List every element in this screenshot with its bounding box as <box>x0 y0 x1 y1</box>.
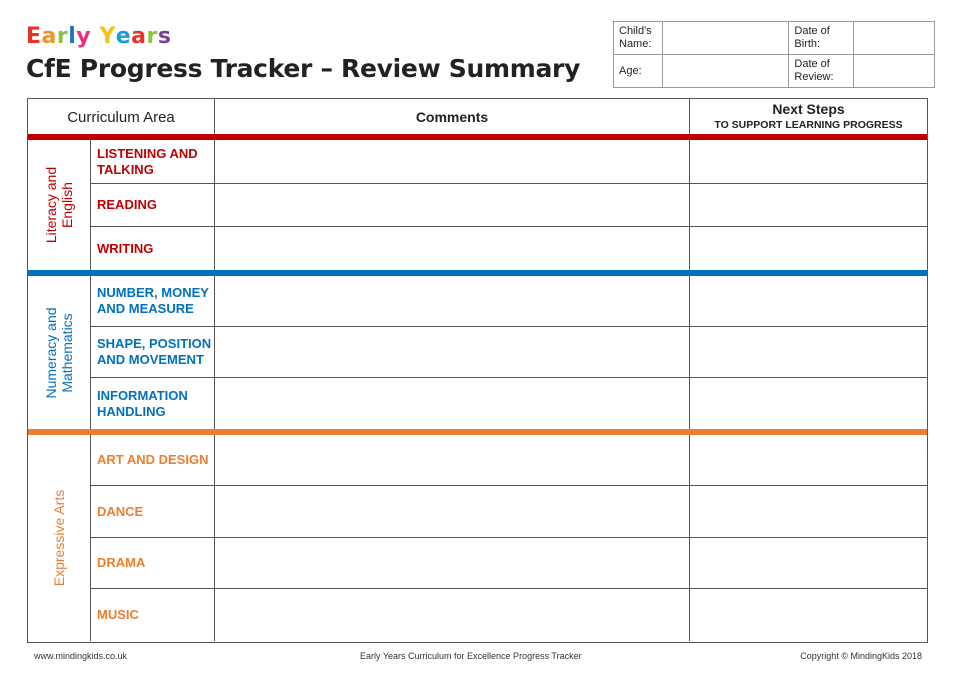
brand-letter: a <box>131 24 147 49</box>
brand-letter: r <box>56 24 69 49</box>
area-label: READING <box>91 184 215 226</box>
section-name: Expressive Arts <box>51 489 67 587</box>
footer-center: Early Years Curriculum for Excellence Progress Tracker <box>360 651 582 661</box>
comments-cell[interactable] <box>215 378 690 429</box>
comments-header: Comments <box>215 99 690 135</box>
area-label: WRITING <box>91 227 215 270</box>
age-field[interactable] <box>662 55 788 88</box>
area-label: LISTENING AND TALKING <box>91 140 215 183</box>
next-steps-cell[interactable] <box>690 140 927 183</box>
brand-letter: s <box>157 24 172 49</box>
brand-letter: e <box>115 24 132 49</box>
table-row <box>91 276 927 327</box>
table-header <box>28 99 927 135</box>
brand-letter: r <box>146 24 158 49</box>
review-date-field[interactable] <box>854 55 935 88</box>
comments-cell[interactable] <box>215 184 690 226</box>
next-steps-cell[interactable] <box>690 486 927 537</box>
next-steps-cell[interactable] <box>690 276 927 326</box>
comments-cell[interactable] <box>215 227 690 270</box>
brand-logo <box>26 24 172 49</box>
next-steps-cell[interactable] <box>690 538 927 588</box>
area-label: NUMBER, MONEY AND MEASURE <box>91 276 215 326</box>
area-label: DRAMA <box>91 538 215 588</box>
section-side-cell <box>28 435 91 641</box>
next-steps-cell[interactable] <box>690 589 927 641</box>
tracker-table <box>27 98 928 643</box>
area-label: ART AND DESIGN <box>91 435 215 485</box>
comments-cell[interactable] <box>215 276 690 326</box>
page-title: CfE Progress Tracker – Review Summary <box>26 54 581 83</box>
dob-field[interactable] <box>854 22 935 55</box>
comments-cell[interactable] <box>215 538 690 588</box>
table-row <box>91 435 927 486</box>
brand-letter: a <box>41 24 57 49</box>
brand-letter: E <box>26 24 42 49</box>
child-name-field[interactable] <box>662 22 788 55</box>
section-side-cell <box>28 140 91 270</box>
comments-cell[interactable] <box>215 435 690 485</box>
child-name-label: Child's Name: <box>614 22 663 55</box>
next-steps-subtitle: TO SUPPORT LEARNING PROGRESS <box>714 119 903 131</box>
child-info-table <box>613 21 935 88</box>
table-row <box>91 184 927 227</box>
curriculum-area-header: Curriculum Area <box>28 99 215 135</box>
table-row <box>91 327 927 378</box>
next-steps-header <box>690 99 927 135</box>
area-label: SHAPE, POSITION AND MOVEMENT <box>91 327 215 377</box>
next-steps-cell[interactable] <box>690 378 927 429</box>
next-steps-title: Next Steps <box>772 101 845 117</box>
section-name: Literacy and English <box>43 166 75 244</box>
dob-label: Date of Birth: <box>789 22 854 55</box>
curriculum-section <box>28 140 927 270</box>
comments-cell[interactable] <box>215 486 690 537</box>
section-side-cell <box>28 276 91 429</box>
table-row <box>91 538 927 589</box>
next-steps-cell[interactable] <box>690 184 927 226</box>
area-label: MUSIC <box>91 589 215 641</box>
curriculum-section <box>28 276 927 429</box>
review-date-label: Date of Review: <box>789 55 854 88</box>
footer-website: www.mindingkids.co.uk <box>34 651 128 661</box>
comments-cell[interactable] <box>215 140 690 183</box>
area-label: DANCE <box>91 486 215 537</box>
next-steps-cell[interactable] <box>690 227 927 270</box>
next-steps-cell[interactable] <box>690 327 927 377</box>
comments-cell[interactable] <box>215 589 690 641</box>
curriculum-section <box>28 435 927 641</box>
comments-cell[interactable] <box>215 327 690 377</box>
brand-letter: l <box>68 24 77 49</box>
section-name: Numeracy and Mathematics <box>43 306 75 399</box>
footer-copyright: Copyright © MindingKids 2018 <box>800 651 922 661</box>
next-steps-cell[interactable] <box>690 435 927 485</box>
age-label: Age: <box>614 55 663 88</box>
table-row <box>91 378 927 429</box>
table-row <box>91 227 927 270</box>
area-label: INFORMATION HANDLING <box>91 378 215 429</box>
table-row <box>91 486 927 538</box>
table-row <box>91 140 927 184</box>
table-row <box>91 589 927 641</box>
brand-letter: Y <box>99 24 116 49</box>
brand-letter: y <box>76 24 92 49</box>
